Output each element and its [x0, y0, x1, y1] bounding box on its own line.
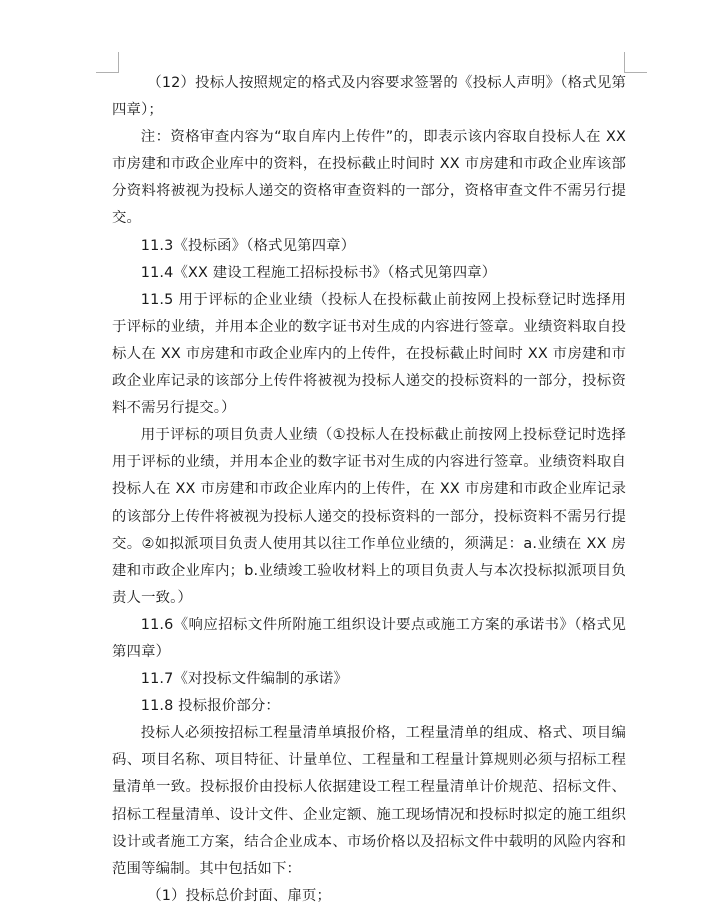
paragraph-11-6-commitment-letter: 11.6《响应招标文件所附施工组织设计要点或施工方案的承诺书》（格式见第四章）	[112, 616, 626, 660]
paragraph-project-manager-performance: 用于评标的项目负责人业绩（①投标人在投标截止前按网上投标登记时选择用于评标的业绩，并用本企业的数字证书对生成的内容进行签章。业绩资料取自投标人在 XX 市房建和市政企业库内的上传件，在 XX 市房建和市政企业库记录的该部分上传件将被视为投标人递交的投标资料的一部分，投标资料不需另行提交。②如拟派项目负责人使用其以往工作单位业绩的，须满足：a.业绩在 XX 房建和市政企业库内；b.业绩竣工验收材料上的项目负责人与本次投标拟派项目负责人一致。）	[112, 427, 626, 606]
paragraph-12-bidder-declaration: （12）投标人按照规定的格式及内容要求签署的《投标人声明》（格式见第四章）；	[112, 75, 626, 119]
document-body	[112, 70, 626, 910]
paragraph-11-5-enterprise-performance: 11.5 用于评标的企业业绩（投标人在投标截止前按网上投标登记时选择用于评标的业绩，并用本企业的数字证书对生成的内容进行签章。业绩资料取自投标人在 XX 市房建和市政企业库内的上传件，在投标截止时间时 XX 市房建和市政企业库记录的该部分上传件将被视为投标人递交的投标资料的一部分，投标资料不需另行提交。）	[112, 291, 626, 417]
paragraph-11-4-tender-document: 11.4《XX 建设工程施工招标投标书》（格式见第四章）	[140, 264, 497, 281]
paragraph-bid-price-requirements: 投标人必须按招标工程量清单填报价格，工程量清单的组成、格式、项目编码、项目名称、项目特征、计量单位、工程量和工程量计算规则必须与招标工程量清单一致。投标报价由投标人依据建设工程工程量清单计价规范、招标文件、招标工程量清单、设计文件、企业定额、施工现场情况和投标时拟定的施工组织设计或者施工方案，结合企业成本、市场价格以及招标文件中载明的风险内容和范围等编制。其中包括如下：	[112, 725, 626, 877]
paragraph-11-7-compilation-commitment: 11.7《对投标文件编制的承诺》	[140, 671, 348, 688]
paragraph-11-8-bid-price-section: 11.8 投标报价部分：	[140, 698, 280, 715]
paragraph-1-bid-cover: （1）投标总价封面、扉页；	[147, 887, 332, 904]
paragraph-note-qualification-review: 注：资格审查内容为“取自库内上传件”的，即表示该内容取自投标人在 XX 市房建和市政企业库中的资料，在投标截止时间时 XX 市房建和市政企业库该部分资料将被视为投标人递交的资格审查资料的一部分，资格审查文件不需另行提交。	[112, 129, 626, 227]
paragraph-11-3-bid-letter: 11.3《投标函》（格式见第四章）	[140, 237, 356, 254]
crop-mark-top-right-horizontal	[625, 72, 647, 73]
